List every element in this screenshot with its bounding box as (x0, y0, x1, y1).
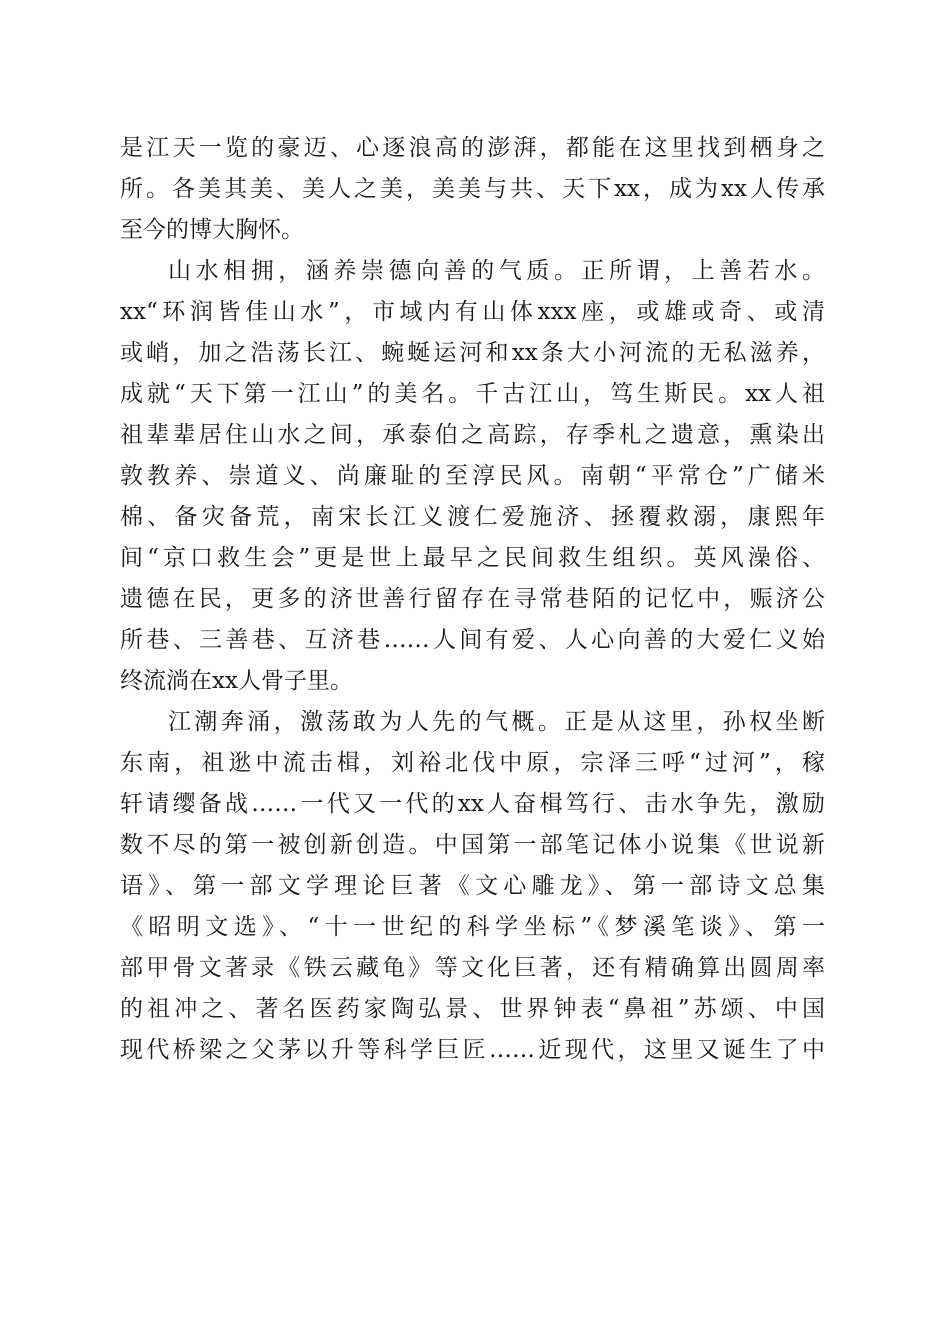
paragraph-1-line-1: 是江天一览的豪迈、心逐浪高的澎湃，都能在这里找到栖身之 (120, 135, 825, 161)
paragraph-2-line-11: 终流淌在xx人骨子里。 (120, 668, 353, 694)
paragraph-2-line-3: 或峭，加之浩荡长江、蜿蜒运河和xx条大小河流的无私滋养， (120, 340, 825, 366)
paragraph-3-line-4: 数不尽的第一被创新创造。中国第一部笔记体小说集《世说新 (120, 832, 825, 858)
paragraph-2-line-8: 间“京口救生会”更是世上最早之民间救生组织。英风澡俗、 (120, 545, 825, 571)
paragraph-2-line-1: 山水相拥，涵养崇德向善的气质。正所谓，上善若水。 (168, 258, 825, 284)
body-text (120, 128, 825, 1071)
paragraph-3-line-8: 的祖冲之、著名医药家陶弘景、世界钟表“鼻祖”苏颂、中国 (120, 996, 825, 1022)
paragraph-3-line-1: 江潮奔涌，激荡敢为人先的气概。正是从这里，孙权坐断 (168, 709, 825, 735)
paragraph-2-line-5: 祖辈辈居住山水之间，承泰伯之高踪，存季札之遗意，熏染出 (120, 422, 825, 448)
paragraph-2-line-10: 所巷、三善巷、互济巷……人间有爱、人心向善的大爱仁义始 (120, 627, 825, 653)
paragraph-3-line-5: 语》、第一部文学理论巨著《文心雕龙》、第一部诗文总集 (120, 873, 825, 899)
paragraph-2-line-9: 遗德在民，更多的济世善行留存在寻常巷陌的记忆中，赈济公 (120, 586, 825, 612)
paragraph-2-line-7: 棉、备灾备荒，南宋长江义渡仁爱施济、拯覆救溺，康熙年 (120, 504, 825, 530)
paragraph-3-line-9: 现代桥梁之父茅以升等科学巨匠……近现代，这里又诞生了中 (120, 1037, 825, 1063)
paragraph-2-line-6: 敦教养、崇道义、尚廉耻的至淳民风。南朝“平常仓”广储米 (120, 463, 825, 489)
paragraph-3-line-3: 轩请缨备战……一代又一代的xx人奋楫笃行、击水争先，激励 (120, 791, 825, 817)
paragraph-1-line-2: 所。各美其美、美人之美，美美与共、天下xx，成为xx人传承 (120, 176, 825, 202)
paragraph-2-line-4: 成就“天下第一江山”的美名。千古江山，笃生斯民。xx人祖 (120, 381, 825, 407)
paragraph-2-line-2: xx“环润皆佳山水”，市域内有山体xxx座，或雄或奇、或清 (120, 299, 825, 325)
paragraph-3-line-2: 东南，祖逖中流击楫，刘裕北伐中原，宗泽三呼“过河”，稼 (120, 750, 825, 776)
paragraph-3-line-6: 《昭明文选》、“十一世纪的科学坐标”《梦溪笔谈》、第一 (120, 914, 825, 940)
paragraph-3-line-7: 部甲骨文著录《铁云藏龟》等文化巨著，还有精确算出圆周率 (120, 955, 825, 981)
paragraph-1-line-3: 至今的博大胸怀。 (120, 217, 304, 243)
